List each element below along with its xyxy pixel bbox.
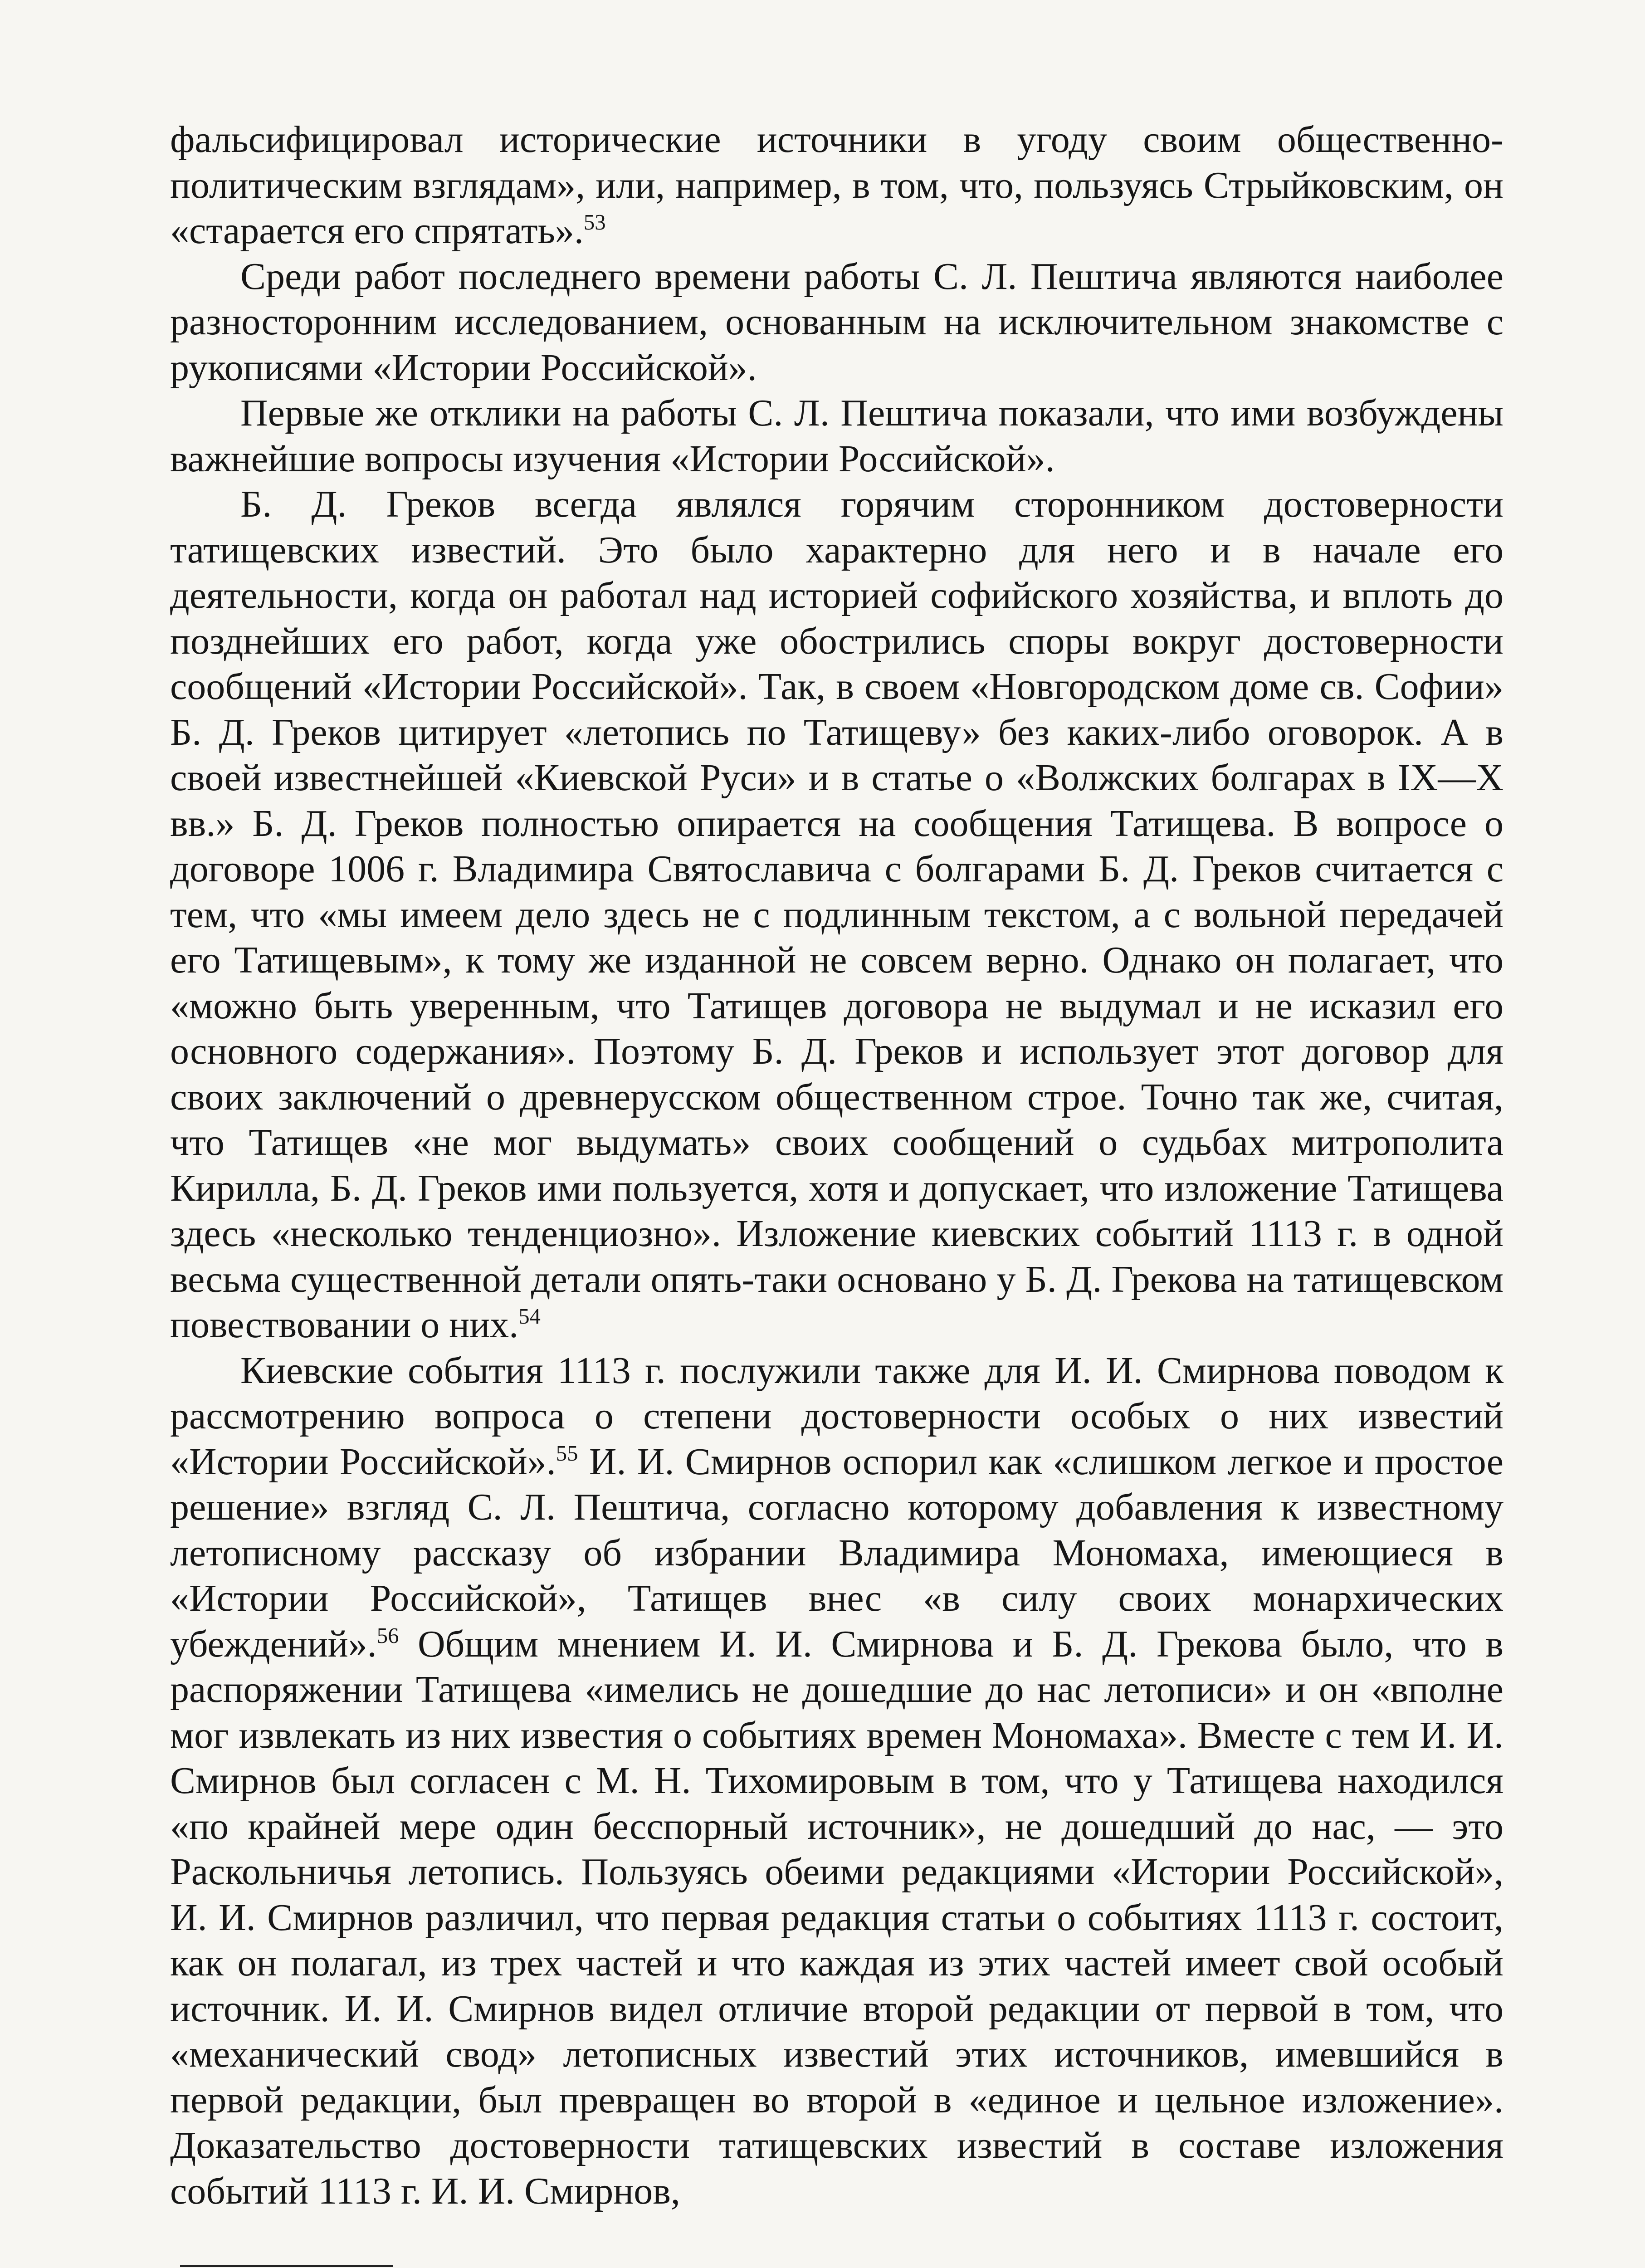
footnote-divider [180, 2265, 393, 2267]
paragraph [170, 117, 1503, 254]
footnote-reference: 55 [556, 1441, 578, 1466]
paragraph [170, 254, 1503, 391]
paragraph [170, 391, 1503, 482]
paragraph-text: И. И. Смирнов оспорил как «слишком легкое и простое решение» взгляд С. Л. Пештича, согласно которому добавления к известному летописному рассказу об избрании Владимира Мономаха, имеющиеся в «Истории Российской», Татищев внес «в силу своих монархических убеждений». [170, 1440, 1503, 1665]
paragraph [170, 482, 1503, 1348]
footnote-reference: 54 [518, 1304, 541, 1329]
paragraph-text: Первые же отклики на работы С. Л. Пештича показали, что ими возбуждены важнейшие вопросы изучения «Истории Российской». [170, 392, 1503, 480]
footnote-reference: 56 [376, 1623, 399, 1648]
paragraph-text: фальсифицировал исторические источники в угоду своим общественно-политическим взглядам», или, например, в том, что, пользуясь Стрыйковским, он «старается его спрятать». [170, 118, 1503, 252]
paragraph-text: Киевские события 1113 г. послужили также для И. И. Смирнова поводом к рассмотрению вопроса о степени достоверности особых о них известий «Истории Российской». [170, 1349, 1503, 1483]
paragraph [170, 1348, 1503, 2214]
footnote-reference: 53 [583, 210, 606, 235]
book-page [170, 117, 1503, 2268]
paragraph-text: Б. Д. Греков всегда являлся горячим сторонником достоверности татищевских известий. Это было характерно для него и в начале его деятельности, когда он работал над историей софийского хозяйства, и вплоть до позднейших его работ, когда уже обострились споры вокруг достоверности сообщений «Истории Российской». Так, в своем «Новгородском доме св. Софии» Б. Д. Греков цитирует «летопись по Татищеву» без каких-либо оговорок. А в своей известнейшей «Киевской Руси» и в статье о «Волжских болгарах в IX—X вв.» Б. Д. Греков полностью опирается на сообщения Татищева. В вопросе о договоре 1006 г. Владимира Святославича с болгарами Б. Д. Греков считается с тем, что «мы имеем дело здесь не с подлинным текстом, а с вольной передачей его Татищевым», к тому же изданной не совсем верно. Однако он полагает, что «можно быть уверенным, что Татищев договора не выдумал и не исказил его основного содержания». Поэтому Б. Д. Греков и использует этот договор для своих заключений о древнерусском общественном строе. Точно так же, считая, что Татищев «не мог выдумать» своих сообщений о судьбах митрополита Кирилла, Б. Д. Греков ими пользуется, хотя и допускает, что изложение Татищева здесь «несколько тенденциозно». Изложение киевских событий 1113 г. в одной весьма существенной детали опять-таки основано у Б. Д. Грекова на татищевском повествовании о них. [170, 483, 1503, 1346]
paragraph-text: Среди работ последнего времени работы С. Л. Пештича являются наиболее разносторонним исследованием, основанным на исключительном знакомстве с рукописями «Истории Российской». [170, 255, 1503, 389]
main-text [170, 117, 1503, 2214]
paragraph-text: Общим мнением И. И. Смирнова и Б. Д. Грекова было, что в распоряжении Татищева «имелись не дошедшие до нас летописи» и он «вполне мог извлекать из них известия о событиях времен Мономаха». Вместе с тем И. И. Смирнов был согласен с М. Н. Тихомировым в том, что у Татищева находился «по крайней мере один бесспорный источник», не дошедший до нас, — это Раскольничья летопись. Пользуясь обеими редакциями «Истории Российской», И. И. Смирнов различил, что первая редакция статьи о событиях 1113 г. состоит, как он полагал, из трех частей и что каждая из этих частей имеет свой особый источник. И. И. Смирнов видел отличие второй редакции от первой в том, что «механический свод» летописных известий этих источников, имевшийся в первой редакции, был превращен во второй в «единое и цельное изложение». Доказательство достоверности татищевских известий в составе изложения событий 1113 г. И. И. Смирнов, [170, 1623, 1503, 2212]
